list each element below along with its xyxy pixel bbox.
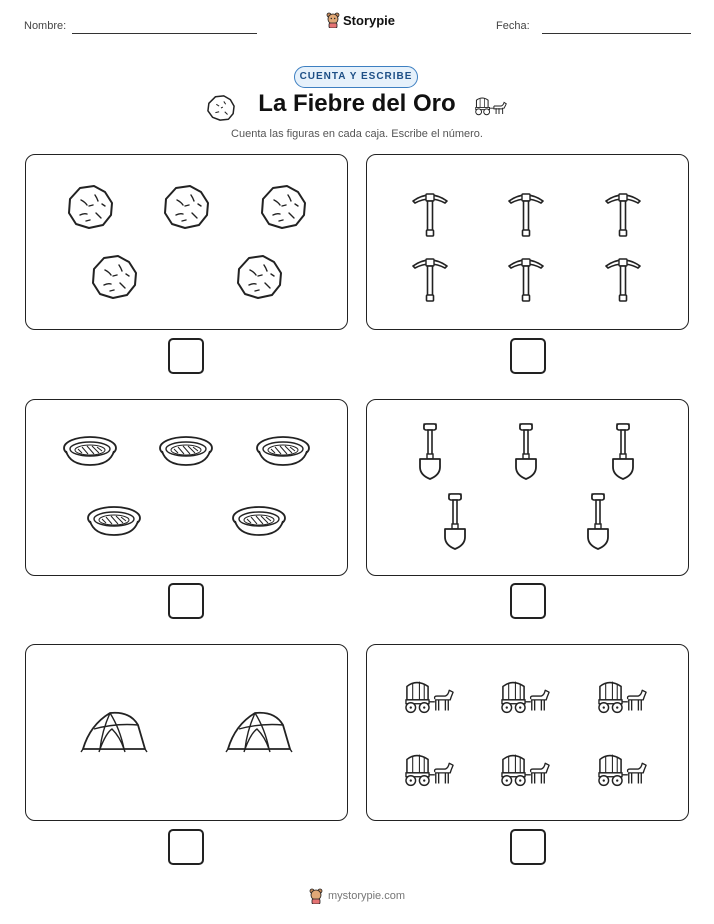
count-box-3 bbox=[25, 399, 348, 576]
pickaxe-icon bbox=[411, 188, 449, 238]
activity-badge: CUENTA Y ESCRIBE bbox=[294, 66, 418, 88]
covered-wagon-icon bbox=[475, 96, 507, 116]
gold-pan-icon bbox=[158, 433, 214, 469]
brand-logo bbox=[326, 12, 395, 28]
name-field[interactable] bbox=[72, 33, 257, 34]
covered-wagon-icon bbox=[501, 752, 551, 788]
footer-url: mystorypie.com bbox=[327, 890, 406, 902]
shovel-icon bbox=[583, 492, 613, 550]
name-label: Nombre: bbox=[24, 20, 67, 32]
answer-box-6[interactable] bbox=[510, 829, 546, 865]
gold-nugget-icon bbox=[65, 183, 115, 231]
brand-name: Storypie bbox=[343, 12, 396, 28]
bear-icon bbox=[326, 12, 340, 28]
date-label: Fecha: bbox=[496, 20, 530, 32]
pickaxe-icon bbox=[604, 188, 642, 238]
date-field[interactable] bbox=[542, 33, 691, 34]
covered-wagon-icon bbox=[405, 752, 455, 788]
answer-box-3[interactable] bbox=[168, 583, 204, 619]
gold-pan-icon bbox=[255, 433, 311, 469]
shovel-icon bbox=[440, 492, 470, 550]
gold-pan-icon bbox=[62, 433, 118, 469]
shovel-icon bbox=[415, 422, 445, 480]
gold-pan-icon bbox=[231, 503, 287, 539]
instructions: Cuenta las figuras en cada caja. Escribe el número. bbox=[231, 128, 483, 140]
count-box-5 bbox=[25, 644, 348, 821]
pickaxe-icon bbox=[411, 253, 449, 303]
page-title: La Fiebre del Oro bbox=[258, 90, 456, 117]
covered-wagon-icon bbox=[405, 679, 455, 715]
bear-icon bbox=[309, 888, 323, 904]
covered-wagon-icon bbox=[501, 679, 551, 715]
tent-icon bbox=[225, 708, 293, 754]
count-box-1 bbox=[25, 154, 348, 330]
gold-nugget-icon bbox=[258, 183, 308, 231]
covered-wagon-icon bbox=[598, 679, 648, 715]
pickaxe-icon bbox=[507, 253, 545, 303]
answer-box-2[interactable] bbox=[510, 338, 546, 374]
answer-box-1[interactable] bbox=[168, 338, 204, 374]
answer-box-4[interactable] bbox=[510, 583, 546, 619]
tent-icon bbox=[80, 708, 148, 754]
answer-box-5[interactable] bbox=[168, 829, 204, 865]
count-box-6 bbox=[366, 644, 689, 821]
shovel-icon bbox=[511, 422, 541, 480]
shovel-icon bbox=[608, 422, 638, 480]
gold-nugget-icon bbox=[89, 253, 139, 301]
covered-wagon-icon bbox=[598, 752, 648, 788]
gold-nugget-icon bbox=[161, 183, 211, 231]
gold-nugget-icon bbox=[234, 253, 284, 301]
footer bbox=[0, 888, 714, 904]
gold-pan-icon bbox=[86, 503, 142, 539]
pickaxe-icon bbox=[507, 188, 545, 238]
pickaxe-icon bbox=[604, 253, 642, 303]
count-box-2 bbox=[366, 154, 689, 330]
